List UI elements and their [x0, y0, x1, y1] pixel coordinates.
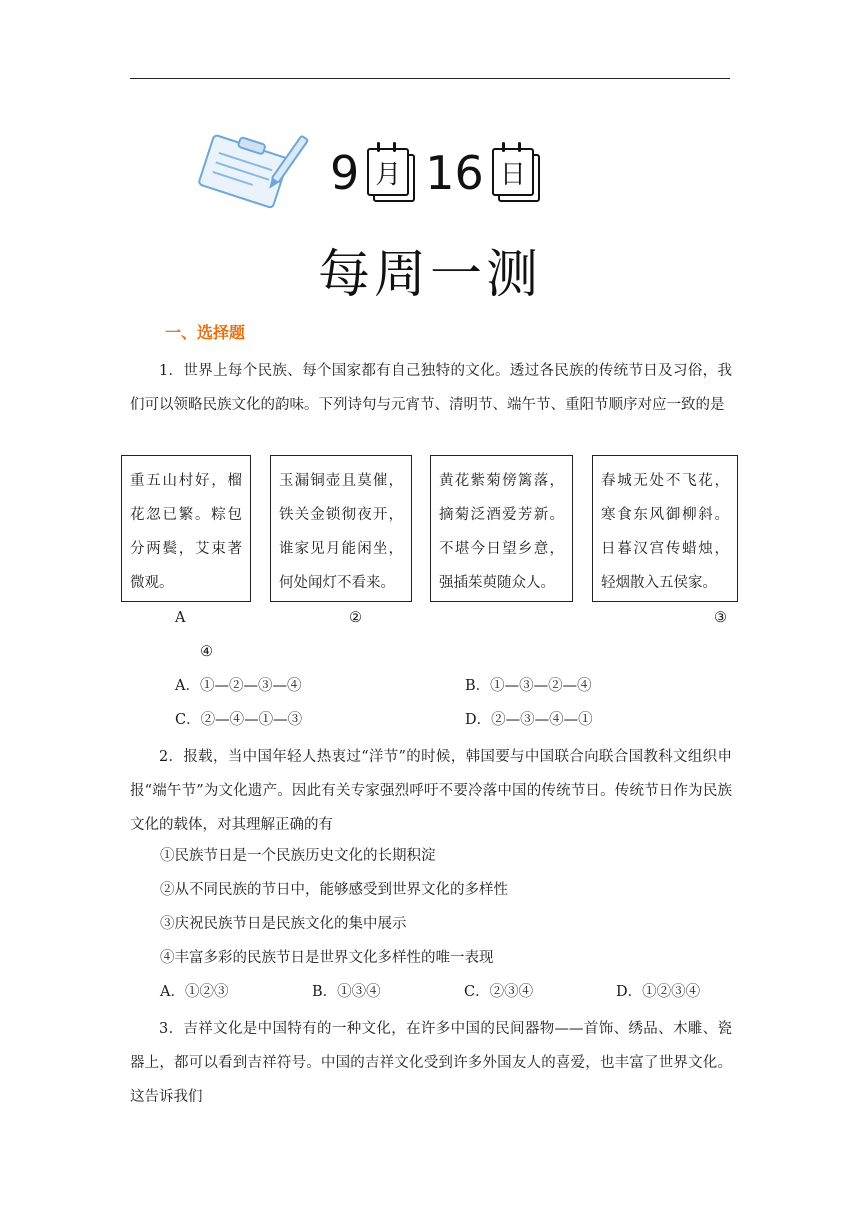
- header-rule: [130, 78, 730, 79]
- q1-option-a: A．①—②—③—④: [175, 678, 302, 694]
- month-char: 月: [375, 159, 402, 190]
- poem-box-2: 玉漏铜壶且莫催，铁关金锁彻夜开，谁家见月能闲坐，何处闻灯不看来。: [270, 455, 412, 602]
- month-number: 9: [330, 146, 360, 200]
- poem-box-1: 重五山村好，榴花忽已繁。粽包分两鬓，艾束著微观。: [121, 455, 251, 602]
- poem-label-2: ②: [349, 610, 362, 626]
- q2-option-d: D．①②③④: [616, 984, 701, 1000]
- q2-item-1: ①民族节日是一个民族历史文化的长期积淀: [160, 848, 436, 864]
- q2-item-2: ②从不同民族的节日中，能够感受到世界文化的多样性: [160, 882, 508, 898]
- q1-option-c: C．②—④—①—③: [175, 712, 303, 728]
- calendar-icon: [367, 148, 411, 198]
- section-title: 一、选择题: [165, 323, 246, 342]
- poem-label-a: A: [175, 610, 186, 626]
- day-char: 日: [499, 159, 526, 190]
- poem-box-3: 黄花紫菊傍篱落，摘菊泛酒爱芳新。不堪今日望乡意，强插茱萸随众人。: [430, 455, 573, 602]
- question-1-text: 1．世界上每个民族、每个国家都有自己独特的文化。透过各民族的传统节日及习俗，我们可以领略民族文化的韵味。下列诗句与元宵节、清明节、端午节、重阳节顺序对应一致的是: [130, 363, 732, 413]
- q2-option-a: A．①②③: [160, 984, 229, 1000]
- page-title: 每周一测: [317, 245, 542, 305]
- q2-option-c: C．②③④: [464, 984, 534, 1000]
- calendar-icon: [492, 148, 536, 198]
- q1-option-b: B．①—③—②—④: [465, 678, 592, 694]
- q2-item-3: ③庆祝民族节日是民族文化的集中展示: [160, 916, 407, 932]
- q2-item-4: ④丰富多彩的民族节日是世界文化多样性的唯一表现: [160, 950, 494, 966]
- question-3-text: 3．吉祥文化是中国特有的一种文化，在许多中国的民间器物——首饰、绣品、木雕、瓷器上，都可以看到吉祥符号。中国的吉祥文化受到许多外国友人的喜爱，也丰富了世界文化。这告诉我们: [130, 1021, 732, 1105]
- day-number: 16: [425, 146, 484, 200]
- clipboard-pen-icon: [190, 128, 310, 210]
- q1-option-d: D．②—③—④—①: [465, 712, 593, 728]
- poem-label-4: ④: [200, 644, 213, 660]
- question-2-text: 2．报载，当中国年轻人热衷过“洋节”的时候，韩国要与中国联合向联合国教科文组织申报“端午节”为文化遗产。因此有关专家强烈呼吁不要冷落中国的传统节日。传统节日作为民族文化的载体，对其理解正确的有: [130, 749, 732, 833]
- poem-label-3: ③: [714, 610, 727, 626]
- poem-box-4: 春城无处不飞花，寒食东风御柳斜。日暮汉宫传蜡烛，轻烟散入五侯家。: [592, 455, 738, 602]
- date-heading: [330, 138, 536, 208]
- q2-option-b: B．①③④: [312, 984, 381, 1000]
